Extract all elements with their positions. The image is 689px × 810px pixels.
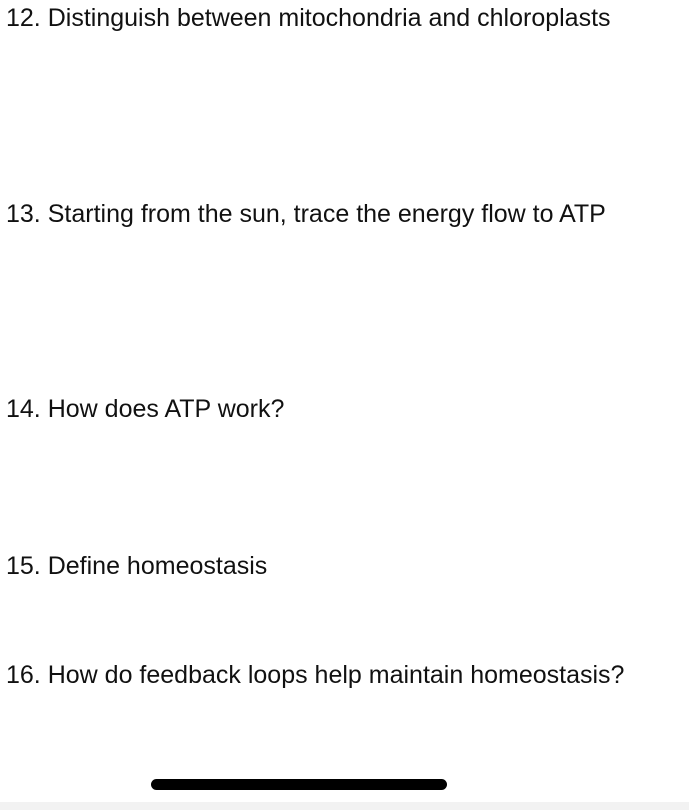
question-12 [6, 1, 666, 36]
question-14 [6, 392, 666, 427]
question-text: Starting from the sun, trace the energy flow to ATP [47, 200, 606, 228]
bottom-edge [0, 802, 689, 810]
question-number: 15. [6, 552, 41, 580]
question-text: How do feedback loops help maintain homeostasis? [47, 661, 625, 689]
question-text: How does ATP work? [47, 395, 285, 423]
question-13 [6, 197, 666, 232]
question-number: 13. [6, 200, 41, 228]
home-indicator[interactable] [151, 779, 447, 790]
question-text: Define homeostasis [47, 552, 268, 580]
question-16 [6, 658, 666, 693]
question-text: Distinguish between mitochondria and chloroplasts [47, 4, 611, 32]
question-number: 12. [6, 4, 41, 32]
question-number: 14. [6, 395, 41, 423]
question-number: 16. [6, 661, 41, 689]
question-15 [6, 549, 666, 584]
